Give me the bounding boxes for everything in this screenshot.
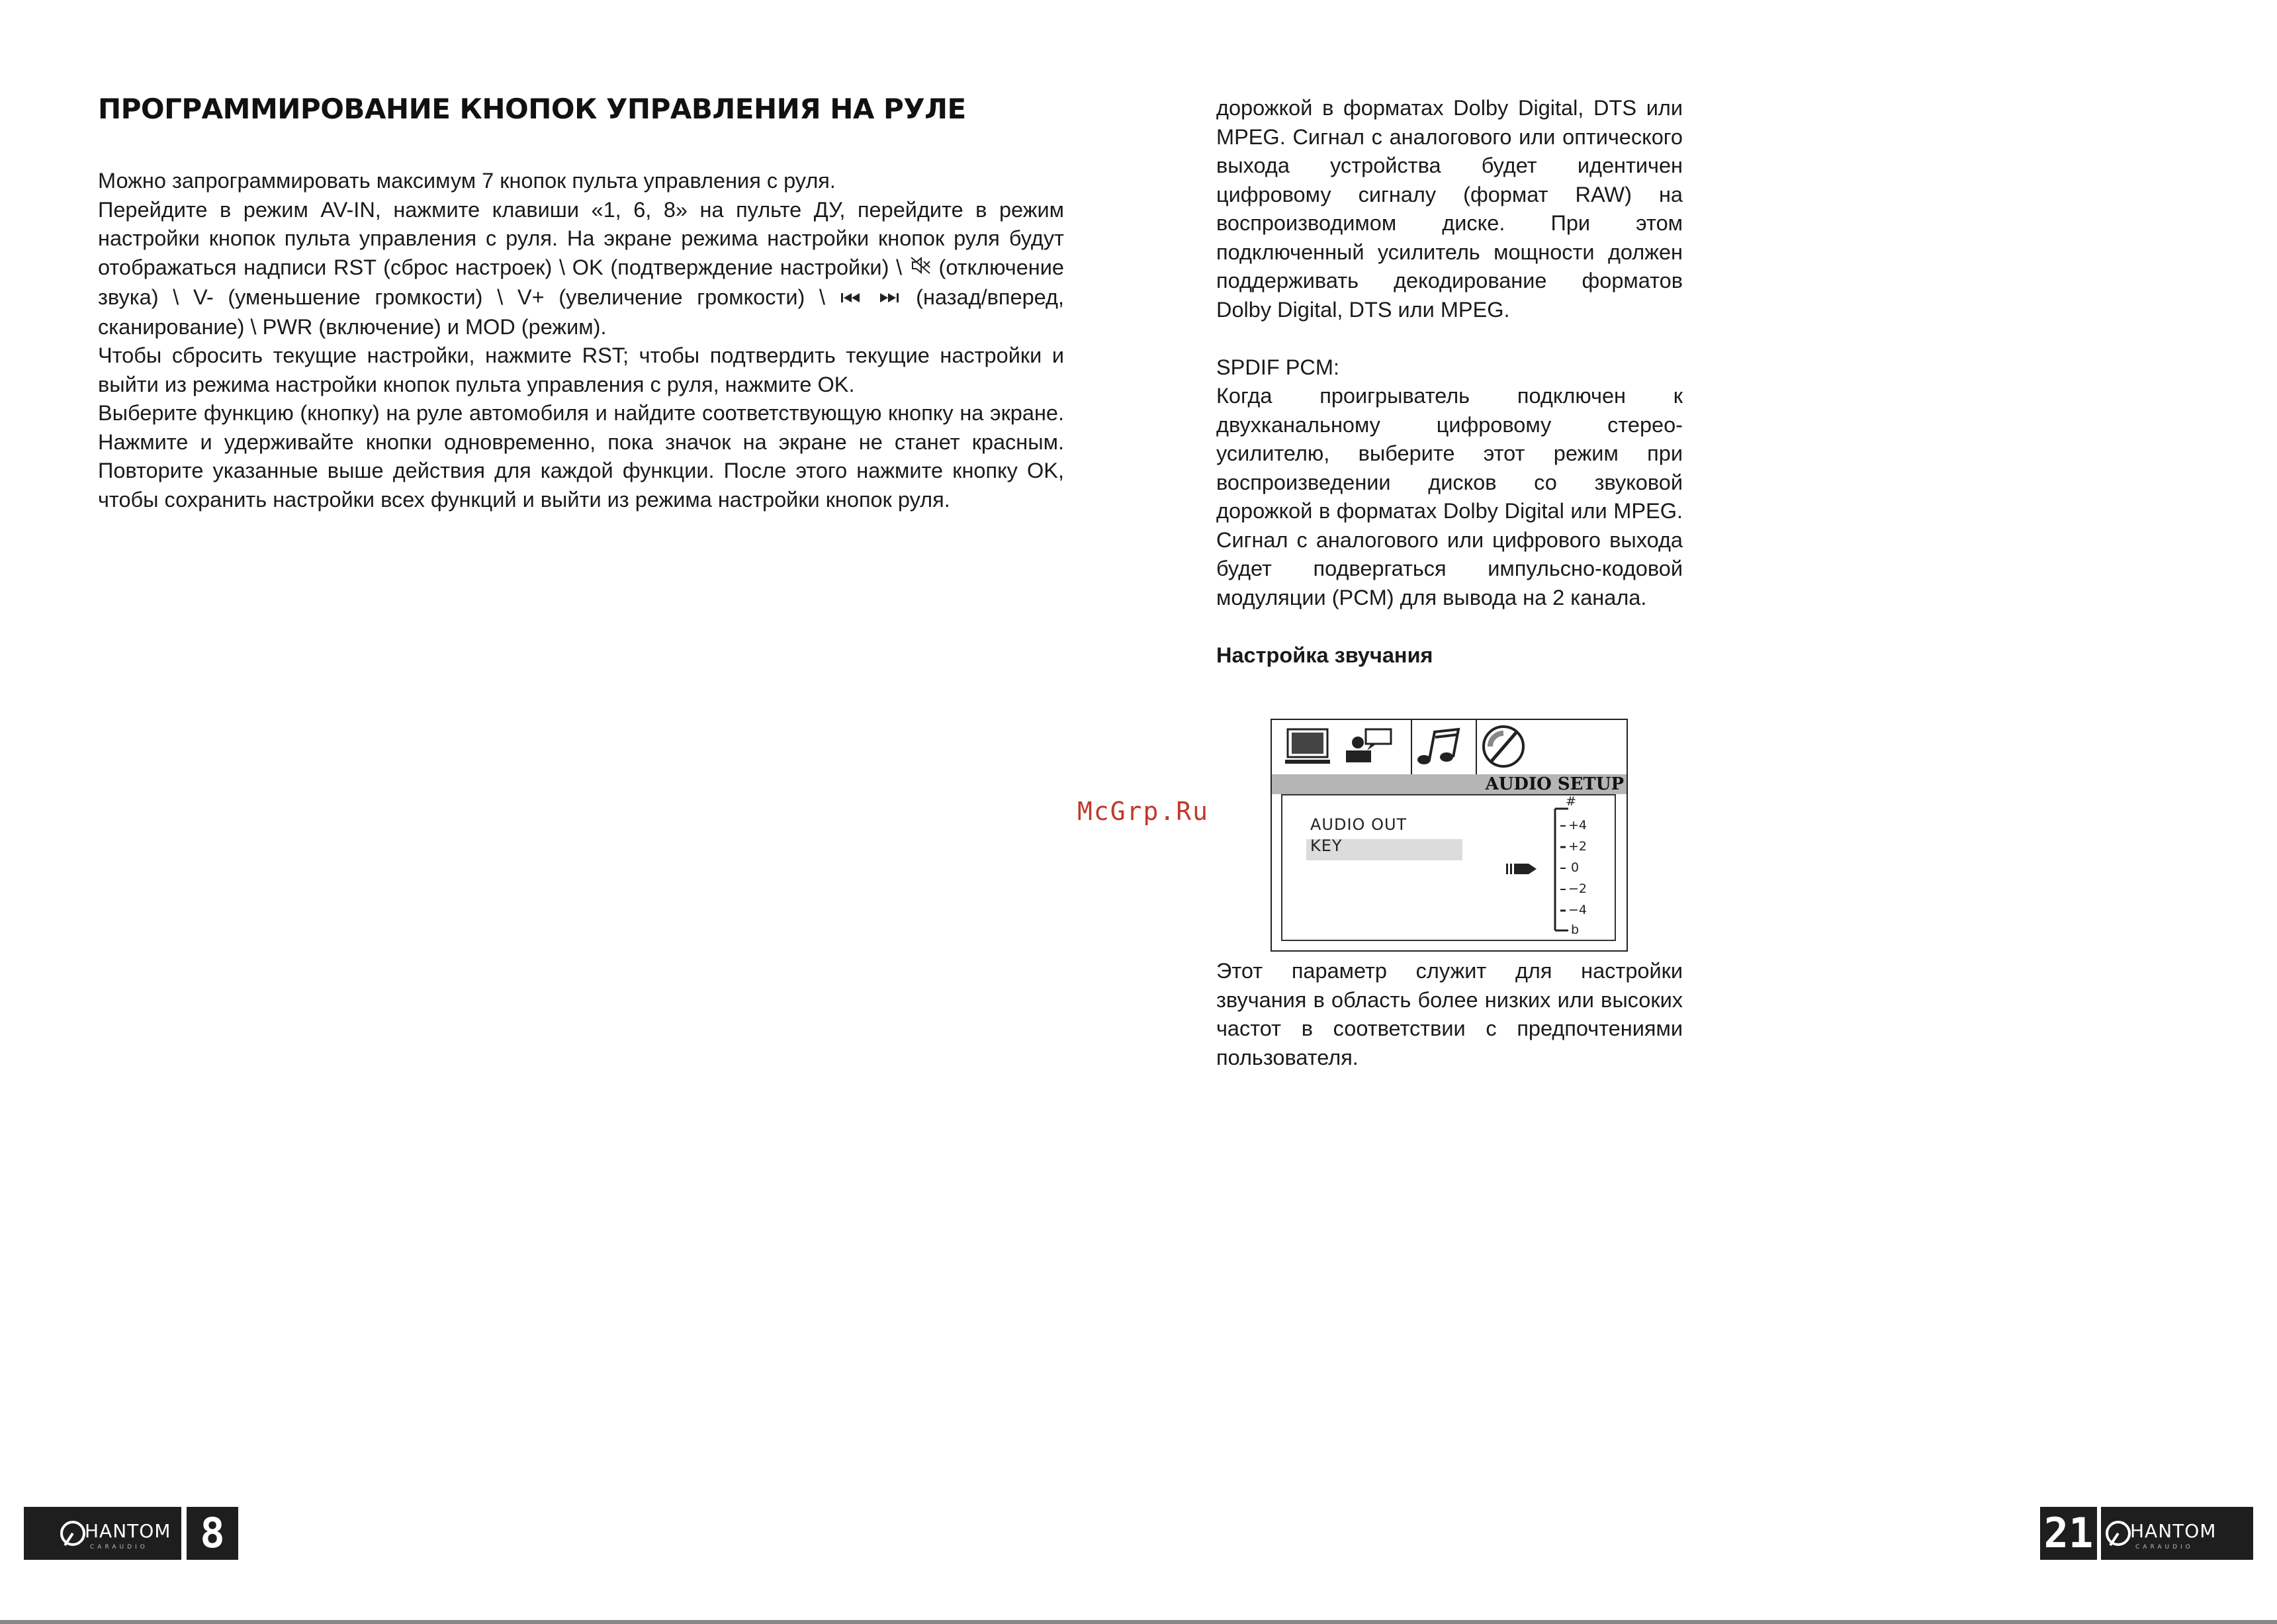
bottom-rule xyxy=(0,1620,2277,1624)
scale-sharp: # xyxy=(1566,794,1576,809)
instructions-part-3: (назад/вперед, сканирование) \ PWR (включение) и MOD (режим). xyxy=(98,285,1064,339)
watermark: McGrp.Ru xyxy=(1077,797,1210,826)
paragraph-assign: Выберите функцию (кнопку) на руле автомобиля и найдите соответствующую кнопку на экране. Нажмите и удерживайте кнопки одновременно, пока значок на экране не станет красным. Повторите указанные выше действия для каждой функции. После этого нажмите кнопку OK, чтобы сохранить настройки всех функций и выйти из режима настройки кнопок руля. xyxy=(98,401,1064,512)
menu-item-key[interactable]: KEY xyxy=(1310,836,1343,855)
scale-plus2: +2 xyxy=(1568,839,1587,854)
footer-left-logo xyxy=(24,1507,181,1560)
sound-setup-heading: Настройка звучания xyxy=(1216,643,1433,667)
monitor-icon xyxy=(1285,729,1330,764)
instructions-part-1: Перейдите в режим AV-IN, нажмите клавиши «1, 6, 8» на пульте ДУ, перейдите в режим настройки кнопок пульта управления с руля. На экране режима настройки кнопок руля будут отображаться надписи RST (сброс настроек) \ OK (подтверждение настройки) \ xyxy=(98,197,1064,279)
paragraph-pcm: Когда проигрыватель подключен к двухканальному цифровому стерео-усилителю, выберите этот режим при воспроизведении дисков со звуковой дорожкой в форматах Dolby Digital или MPEG. Сигнал с аналогового или цифрового выхода будет подвергаться импульсно-кодовой модуляции (PCM) для вывода на 2 канала. xyxy=(1216,384,1683,609)
menu-item-audio-out[interactable]: AUDIO OUT xyxy=(1310,815,1407,834)
pointer-arrow-icon xyxy=(1506,860,1538,878)
scale-minus2: −2 xyxy=(1568,881,1587,896)
skip-back-icon xyxy=(840,284,864,313)
page-title: ПРОГРАММИРОВАНИЕ КНОПОК УПРАВЛЕНИЯ НА РУЛЕ xyxy=(98,93,966,125)
paragraph-key: Этот параметр служит для настройки звучания в область более низких или высоких частот в соответствии с предпочтениями пользователя. xyxy=(1216,959,1683,1069)
phantom-logo-icon xyxy=(58,1519,87,1548)
scale-flat: b xyxy=(1571,923,1580,937)
preferences-disc-icon xyxy=(1484,727,1523,766)
instructions-part-2: (отключение звука) \ V- (уменьшение громкости) \ V+ (увеличение громкости) \ xyxy=(98,255,1064,309)
user-speech-icon xyxy=(1346,729,1391,762)
audio-setup-title: AUDIO SETUP xyxy=(1480,774,1624,794)
brand-sub: CARAUDIO xyxy=(90,1544,148,1551)
music-note-icon xyxy=(1417,729,1458,764)
paragraph-reset: Чтобы сбросить текущие настройки, нажмите RST; чтобы подтвердить текущие настройки и выйти из режима настройки кнопок пульта управления с руля, нажмите OK. xyxy=(98,343,1064,396)
audio-setup-screen xyxy=(1271,719,1628,952)
left-column-text xyxy=(98,167,1064,514)
scale-minus4: −4 xyxy=(1568,903,1587,917)
settings-panel xyxy=(1281,794,1616,941)
paragraph-instructions xyxy=(98,196,1064,342)
brand-name: HANTOM xyxy=(2130,1520,2217,1542)
scale-plus4: +4 xyxy=(1568,818,1587,833)
spdif-label: SPDIF PCM: xyxy=(1216,355,1339,379)
page-number-right: 21 xyxy=(2040,1507,2097,1560)
footer-right-logo xyxy=(2101,1507,2253,1560)
brand-name: HANTOM xyxy=(85,1520,171,1542)
scale-zero: 0 xyxy=(1571,860,1580,875)
skip-forward-icon xyxy=(877,284,901,313)
phantom-logo-icon xyxy=(2104,1519,2133,1548)
brand-sub: CARAUDIO xyxy=(2135,1544,2194,1551)
page-number-left: 8 xyxy=(187,1507,238,1560)
paragraph-intro: Можно запрограммировать максимум 7 кнопок пульта управления с руля. xyxy=(98,169,836,193)
paragraph-raw: дорожкой в форматах Dolby Digital, DTS или MPEG. Сигнал с аналогового или оптического выхода устройства будет идентичен цифровому сигналу (формат RAW) на воспроизводимом диске. При этом подключенный усилитель мощности должен поддерживать декодирование форматов Dolby Digital, DTS или MPEG. xyxy=(1216,96,1683,322)
mute-icon xyxy=(909,254,932,283)
